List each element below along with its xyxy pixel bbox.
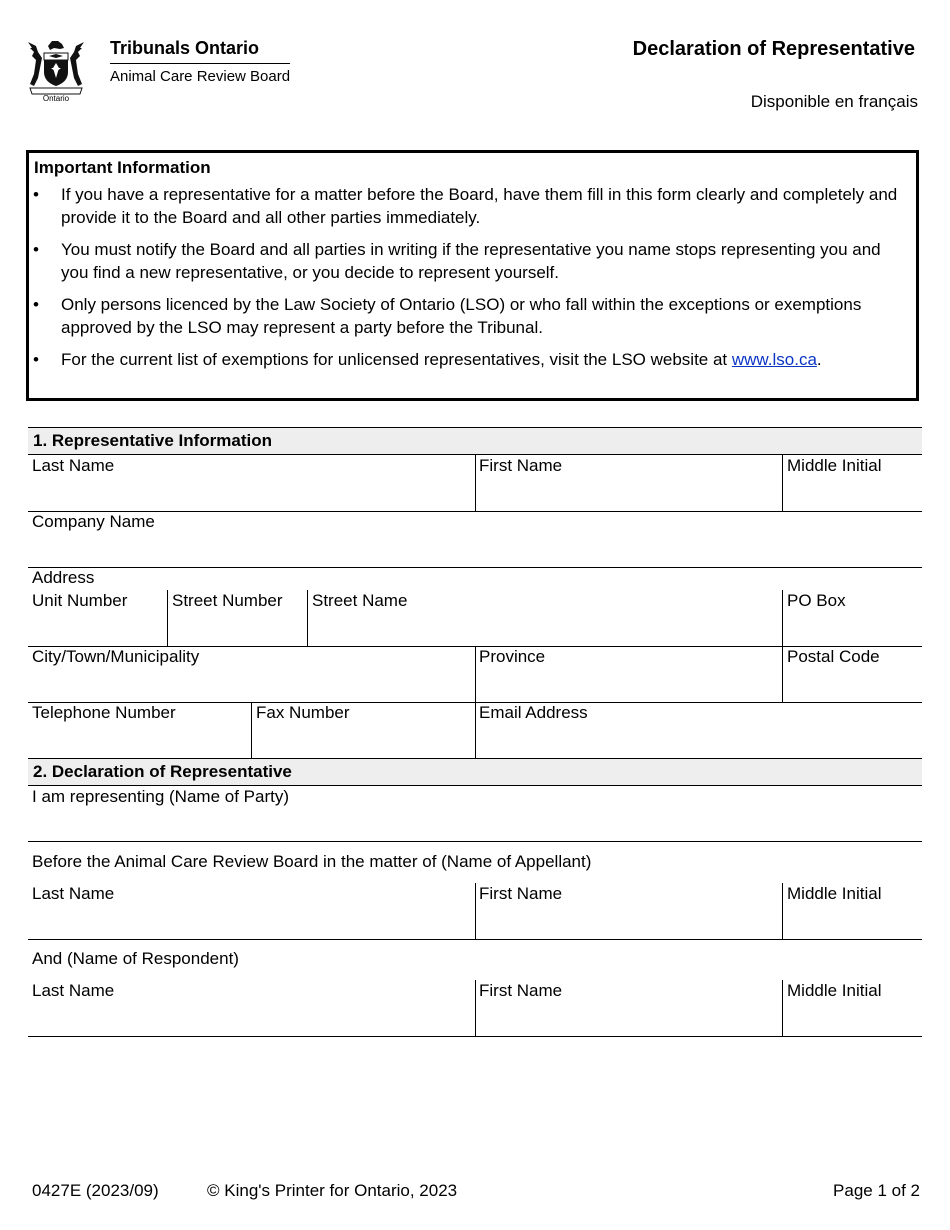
divider	[782, 455, 783, 511]
info-item-end: .	[816, 350, 822, 369]
bullet: •	[33, 295, 39, 314]
respondent-last-name-label: Last Name	[32, 981, 115, 1000]
bullet: •	[33, 350, 39, 369]
email-label: Email Address	[479, 703, 588, 722]
important-information-list	[29, 183, 904, 380]
lso-website-link[interactable]: www.lso.ca	[731, 350, 817, 369]
unit-number-label: Unit Number	[32, 591, 128, 610]
important-information-box	[26, 150, 919, 401]
logo-caption: Ontario	[42, 94, 70, 103]
divider	[475, 702, 476, 758]
organization-name: Tribunals Ontario	[110, 38, 260, 58]
section-2-title: 2. Declaration of Representative	[33, 762, 292, 781]
bullet: •	[33, 240, 39, 259]
board-name: Animal Care Review Board	[110, 68, 291, 85]
respondent-heading: And (Name of Respondent)	[32, 949, 239, 968]
appellant-heading: Before the Animal Care Review Board in the matter of (Name of Appellant)	[32, 852, 592, 871]
po-box-label: PO Box	[787, 591, 846, 610]
respondent-first-name-label: First Name	[479, 981, 563, 1000]
copyright: © King's Printer for Ontario, 2023	[207, 1181, 458, 1200]
divider	[475, 980, 476, 1036]
form-title: Declaration of Representative	[632, 38, 915, 60]
info-item-text: You must notify the Board and all parties in writing if the representative you name stops representing you and you find a new representative, or you decide to represent yourself.	[61, 240, 881, 282]
info-list-item	[29, 293, 904, 339]
info-list-item	[29, 183, 904, 229]
info-list-item	[29, 238, 904, 284]
respondent-middle-initial-label: Middle Initial	[787, 981, 882, 1000]
section-1-title: 1. Representative Information	[33, 431, 273, 450]
divider	[307, 590, 308, 646]
important-information-title: Important Information	[34, 158, 211, 177]
postal-code-label: Postal Code	[787, 647, 880, 666]
row-divider	[28, 511, 922, 512]
divider	[782, 646, 783, 702]
divider	[167, 590, 168, 646]
divider	[475, 883, 476, 939]
ontario-coat-of-arms-logo	[24, 38, 88, 104]
row-divider	[28, 567, 922, 568]
section-1-header	[28, 427, 922, 455]
info-list-item	[29, 348, 904, 371]
divider	[251, 702, 252, 758]
info-item-text: For the current list of exemptions for unlicensed representatives, visit the LSO website at	[61, 350, 732, 369]
rep-last-name-label: Last Name	[32, 456, 115, 475]
divider	[475, 646, 476, 702]
appellant-first-name-label: First Name	[479, 884, 563, 903]
street-number-label: Street Number	[172, 591, 283, 610]
info-item-text: If you have a representative for a matter before the Board, have them fill in this form clearly and completely and provide it to the Board and all other parties immediately.	[61, 185, 898, 227]
rep-first-name-label: First Name	[479, 456, 563, 475]
form-number: 0427E (2023/09)	[32, 1181, 159, 1200]
french-version-link[interactable]: Disponible en français	[750, 92, 918, 111]
page-number: Page 1 of 2	[833, 1181, 920, 1200]
organization-divider	[110, 63, 290, 64]
appellant-last-name-label: Last Name	[32, 884, 115, 903]
rep-middle-initial-label: Middle Initial	[787, 456, 882, 475]
info-item-text: Only persons licenced by the Law Society of Ontario (LSO) or who fall within the exceptions or exemptions approved by the LSO may represent a party before the Tribunal.	[61, 295, 862, 337]
divider	[475, 455, 476, 511]
city-label: City/Town/Municipality	[32, 647, 200, 666]
representing-party-label: I am representing (Name of Party)	[32, 787, 289, 806]
divider	[782, 883, 783, 939]
section-2-header	[28, 758, 922, 786]
street-name-label: Street Name	[312, 591, 408, 610]
divider	[782, 980, 783, 1036]
row-divider	[28, 841, 922, 842]
address-label: Address	[32, 568, 95, 587]
row-divider	[28, 1036, 922, 1037]
divider	[782, 590, 783, 646]
appellant-middle-initial-label: Middle Initial	[787, 884, 882, 903]
telephone-label: Telephone Number	[32, 703, 176, 722]
fax-label: Fax Number	[256, 703, 350, 722]
bullet: •	[33, 185, 39, 204]
row-divider	[28, 939, 922, 940]
company-name-label: Company Name	[32, 512, 155, 531]
province-label: Province	[479, 647, 546, 666]
